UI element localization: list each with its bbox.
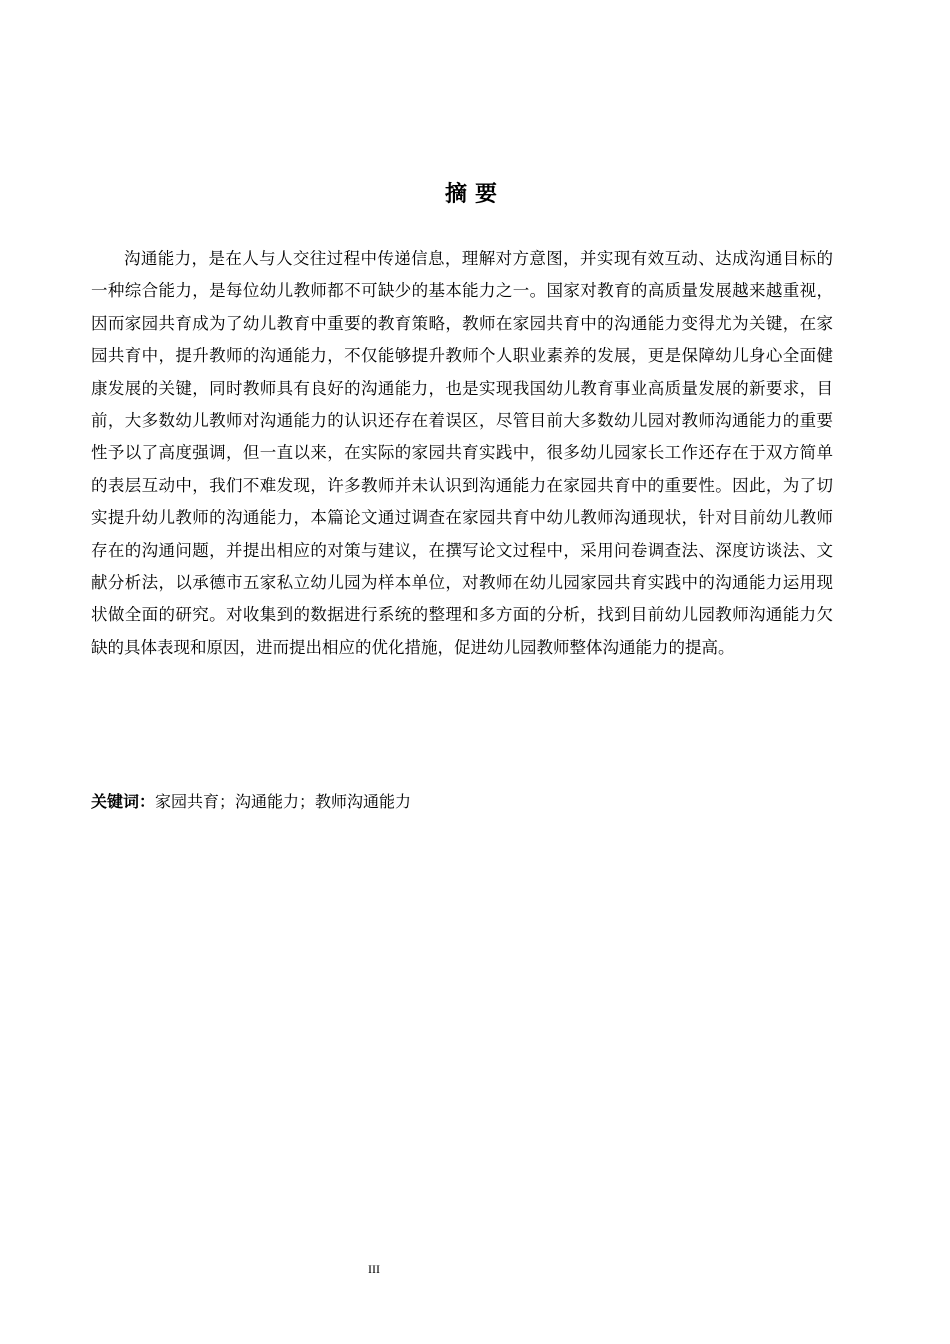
page-number: III [368,1262,380,1276]
abstract-title: 摘要 [444,182,505,207]
keywords-label: 关键词： [91,792,156,811]
abstract-body: 沟通能力，是在人与人交往过程中传递信息，理解对方意图，并实现有效互动、达成沟通目标的一种综合能力，是每位幼儿教师都不可缺少的基本能力之一。国家对教育的高质量发展越来越重视，因而家园共育成为了幼儿教育中重要的教育策略，教师在家园共育中的沟通能力变得尤为关键，在家园共育中，提升教师的沟通能力，不仅能够提升教师个人职业素养的发展，更是保障幼儿身心全面健康发展的关键，同时教师具有良好的沟通能力，也是实现我国幼儿教育事业高质量发展的新要求，目前，大多数幼儿教师对沟通能力的认识还存在着误区，尽管目前大多数幼儿园对教师沟通能力的重要性予以了高度强调，但一直以来，在实际的家园共育实践中，很多幼儿园家长工作还存在于双方简单的表层互动中，我们不难发现，许多教师并未认识到沟通能力在家园共育中的重要性。因此，为了切实提升幼儿教师的沟通能力，本篇论文通过调查在家园共育中幼儿教师沟通现状，针对目前幼儿教师存在的沟通问题，并提出相应的对策与建议，在撰写论文过程中，采用问卷调查法、深度访谈法、文献分析法，以承德市五家私立幼儿园为样本单位，对教师在幼儿园家园共育实践中的沟通能力运用现状做全面的研究。对收集到的数据进行系统的整理和多方面的分析，找到目前幼儿园教师沟通能力欠缺的具体表现和原因，进而提出相应的优化措施，促进幼儿园教师整体沟通能力的提高。 [91,249,833,657]
keywords-line [91,786,833,818]
keywords-text: 家园共育；沟通能力；教师沟通能力 [155,792,412,811]
